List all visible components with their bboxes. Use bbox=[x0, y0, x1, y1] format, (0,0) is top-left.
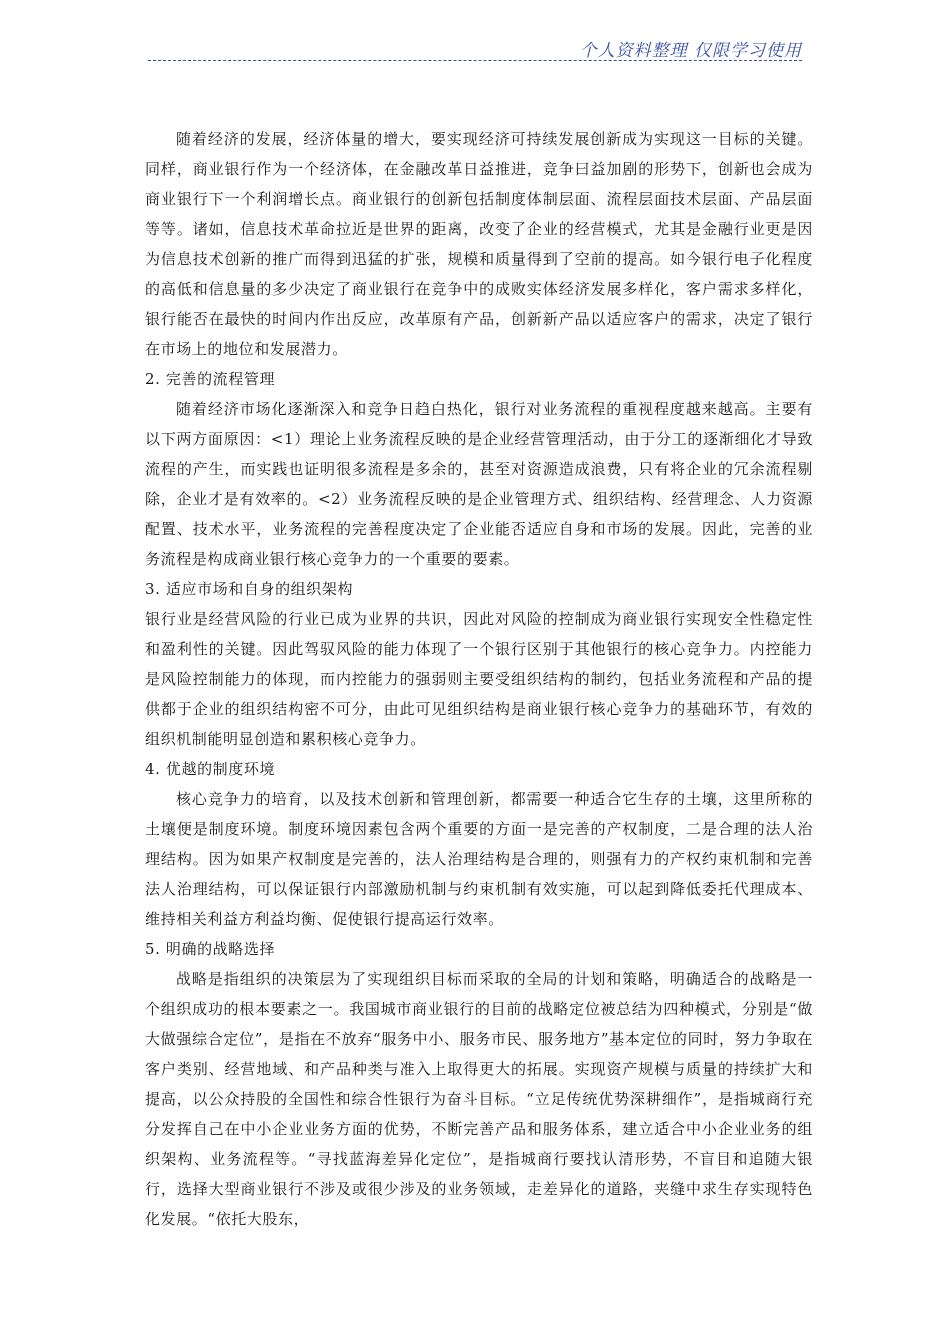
section-heading-strategy: 5. 明确的战略选择 bbox=[145, 940, 276, 958]
page-header bbox=[148, 36, 802, 61]
paragraph-organization: 银行业是经营风险的行业已成为业界的共识，因此对风险的控制成为商业银行实现安全性稳定性和盈利性的关键。因此驾驭风险的能力体现了一个银行区别于其他银行的核心竞争力。内控能力是风险控制能力的体现，而内控能力的强弱则主要受组织结构的制约，包括业务流程和产品的提供都于企业的组织结构密不可分，由此可见组织结构是商业银行核心竞争力的基础环节，有效的组织机制能明显创造和累积核心竞争力。 bbox=[145, 610, 813, 748]
section-heading-institution: 4. 优越的制度环境 bbox=[145, 760, 276, 778]
section-heading-process: 2. 完善的流程管理 bbox=[145, 370, 276, 388]
section-heading-organization: 3. 适应市场和自身的组织架构 bbox=[145, 580, 354, 598]
paragraph-strategy: 战略是指组织的决策层为了实现组织目标而采取的全局的计划和策略，明确适合的战略是一个组织成功的根本要素之一。我国城市商业银行的目前的战略定位被总结为四种模式，分别是“做大做强综合定位”，是指在不放弃“服务中小、服务市民、服务地方”基本定位的同时，努力争取在客户类别、经营地域、和产品种类与准入上取得更大的拓展。实现资产规模与质量的持续扩大和提高，以公众持股的全国性和综合性银行为奋斗目标。“立足传统优势深耕细作”，是指城商行充分发挥自己在中小企业业务方面的优势，不断完善产品和服务体系，建立适合中小企业业务的组织架构、业务流程等。“寻找蓝海差异化定位”，是指城商行要找认清形势，不盲目和追随大银行，选择大型商业银行不涉及或很少涉及的业务领域，走差异化的道路，夹缝中求生存实现特色化发展。“依托大股东， bbox=[145, 970, 813, 1228]
paragraph-institution: 核心竞争力的培育，以及技术创新和管理创新，都需要一种适合它生存的土壤，这里所称的土壤便是制度环境。制度环境因素包含两个重要的方面一是完善的产权制度，二是合理的法人治理结构。因为如果产权制度是完善的，法人治理结构是合理的，则强有力的产权约束机制和完善法人治理结构，可以保证银行内部激励机制与约束机制有效实施，可以起到降低委托代理成本、维持相关利益方利益均衡、促使银行提高运行效率。 bbox=[145, 790, 813, 928]
paragraph-process: 随着经济市场化逐渐深入和竞争日趋白热化，银行对业务流程的重视程度越来越高。主要有以下两方面原因：<1）理论上业务流程反映的是企业经营管理活动，由于分工的逐渐细化才导致流程的产生，而实践也证明很多流程是多余的，甚至对资源造成浪费，只有将企业的冗余流程剔除，企业才是有效率的。<2）业务流程反映的是企业管理方式、组织结构、经营理念、人力资源配置、技术水平，业务流程的完善程度决定了企业能否适应自身和市场的发展。因此，完善的业务流程是构成商业银行核心竞争力的一个重要的要素。 bbox=[145, 400, 813, 568]
document-body bbox=[145, 124, 813, 1234]
header-text: 个人资料整理 仅限学习使用 bbox=[579, 41, 802, 61]
paragraph-innovation: 随着经济的发展，经济体量的增大，要实现经济可持续发展创新成为实现这一目标的关键。同样，商业银行作为一个经济体，在金融改革日益推进，竞争曰益加剧的形势下，创新也会成为商业银行下一个利润增长点。商业银行的创新包括制度体制层面、流程层面技术层面、产品层面等等。诸如，信息技术革命拉近是世界的距离，改变了企业的经营模式，尤其是金融行业更是因为信息技术创新的推广而得到迅猛的扩张，规模和质量得到了空前的提高。如今银行电子化程度的高低和信息量的多少决定了商业银行在竞争中的成败实体经济发展多样化，客户需求多样化，银行能否在最快的时间内作出反应，改革原有产品，创新新产品以适应客户的需求，决定了银行在市场上的地位和发展潜力。 bbox=[145, 130, 813, 358]
